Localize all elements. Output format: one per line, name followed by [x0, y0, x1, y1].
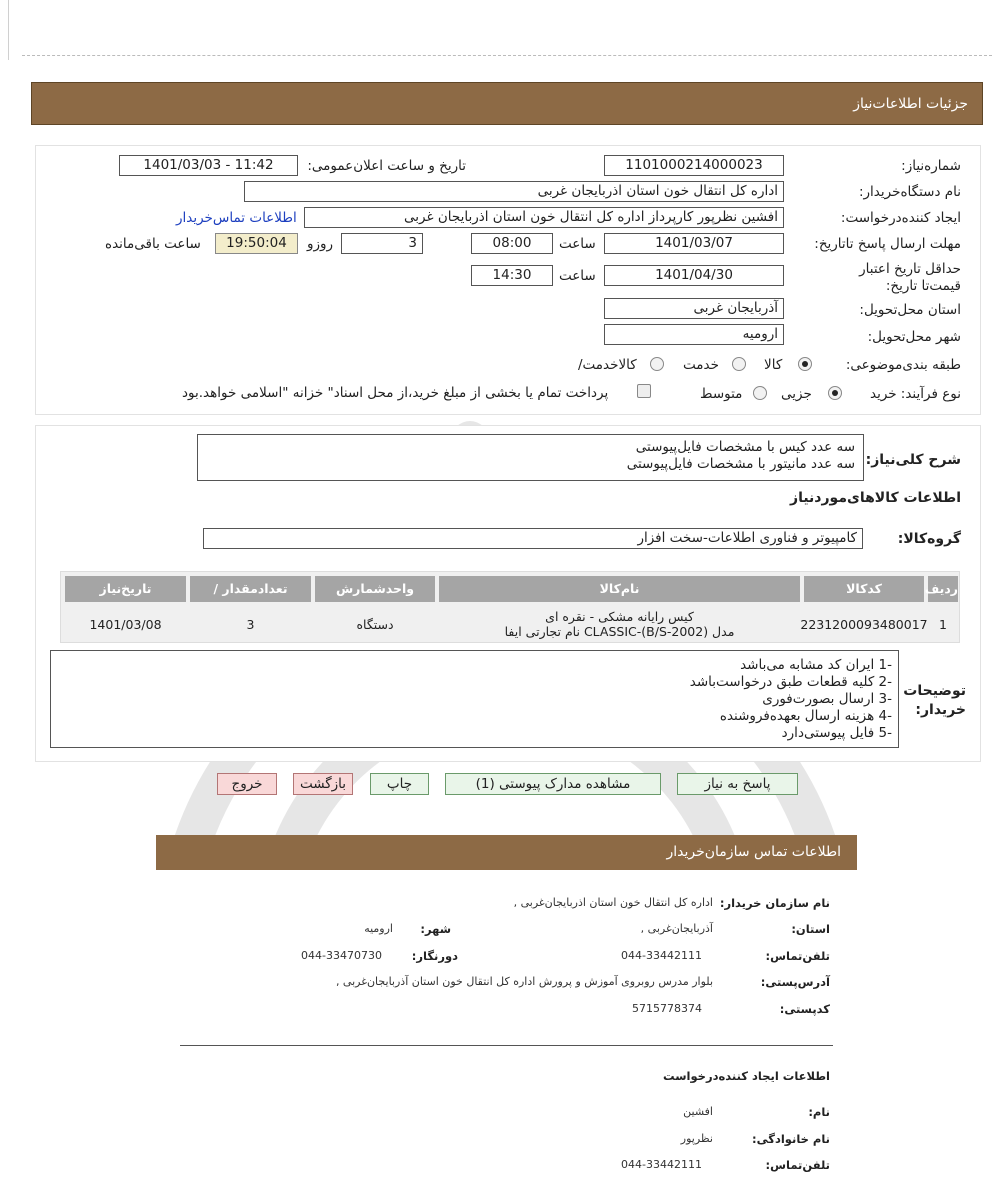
contact-phone-label: تلفن‌تماس: [765, 949, 830, 963]
table-cell-qty: 3 [246, 616, 255, 632]
category-goods-service-label: کالا‌خدمت/ [578, 357, 637, 373]
category-radio-goods-service[interactable] [650, 357, 664, 371]
exit-button[interactable]: خروج [217, 773, 277, 795]
table-header-code: کدکالا [804, 576, 924, 602]
summary-line-1: سه عدد کیس با مشخصات فایل‌پیوستی [635, 439, 855, 455]
table-header-date: تاریخ‌نیاز [65, 576, 186, 602]
category-service-label: خدمت [683, 357, 719, 373]
process-radio-minor[interactable] [828, 386, 842, 400]
buyer-note-line-3: -3 ارسال بصورت‌فوری [762, 691, 892, 707]
need-number-field: 1101000214000023 [604, 155, 784, 176]
creator-phone-value: 044-33442111 [621, 1158, 702, 1171]
creator-family-label: نام خانوادگی: [752, 1132, 830, 1146]
contact-org-value: اداره کل انتقال خون استان اذربایجان‌غربی , [513, 896, 713, 909]
contact-province-value: آذربایجان‌غربی , [640, 922, 713, 935]
goods-info-title: اطلاعات کالاهای‌موردنیاز [790, 490, 961, 506]
buyer-org-label: نام دستگاه‌خریدار: [858, 184, 961, 200]
goods-group-label: گروه‌کالا: [897, 531, 961, 547]
contact-phone-value: 044-33442111 [621, 949, 702, 962]
table-header-row-number: ردیف [928, 576, 958, 602]
process-buy-label: خرید [870, 386, 897, 402]
view-attachments-button[interactable]: مشاهده مدارک پیوستی (1) [445, 773, 661, 795]
print-button[interactable]: چاپ [370, 773, 429, 795]
contact-province-label: استان: [791, 922, 830, 936]
buyer-note-line-2: -2 کلیه قطعات طبق درخواست‌باشد [689, 674, 892, 690]
creator-name-value: افشین [683, 1105, 713, 1118]
category-label: طبقه بندی‌موضوعی: [845, 357, 961, 373]
contact-fax-label: دورنگار: [411, 949, 458, 963]
need-number-label: شماره‌نیاز: [901, 158, 961, 174]
table-cell-row-number: 1 [939, 616, 947, 632]
item-name-line-2: مدل CLASSIC-(B/S-2002) نام تجارتی ایفا [504, 624, 735, 639]
announce-label: تاریخ و ساعت اعلان‌عمومی: [307, 158, 466, 174]
remaining-time-display: 19:50:04 [215, 233, 298, 254]
validity-time-field: 14:30 [471, 265, 553, 286]
announce-datetime-field: 1401/03/03 - 11:42 [119, 155, 298, 176]
goods-table [60, 571, 960, 643]
buyer-notes-box [50, 650, 899, 748]
days-label: روزو [307, 236, 334, 252]
deadline-time-field: 08:00 [471, 233, 553, 254]
table-cell-unit: دستگاه [356, 616, 394, 632]
contact-fax-value: 044-33470730 [301, 949, 382, 962]
back-button[interactable]: بازگشت [293, 773, 353, 795]
province-field: آذربایجان غربی [604, 298, 784, 319]
creator-info-title: اطلاعات ایجاد کننده‌درخواست [663, 1069, 830, 1083]
days-field: 3 [341, 233, 423, 254]
deadline-label: مهلت ارسال پاسخ تا‌تاریخ: [814, 236, 961, 252]
table-cell-code: 2231200093480017 [800, 616, 928, 632]
buyer-note-line-4: -4 هزینه ارسال بعهده‌فروشنده [719, 708, 892, 724]
category-goods-label: کالا [764, 357, 783, 373]
page-edge-line [8, 0, 9, 60]
province-label: استان محل‌تحویل: [859, 302, 961, 318]
creator-label: ایجاد کننده‌درخواست: [840, 210, 961, 226]
contact-city-value: ارومیه [364, 922, 393, 935]
buyer-note-line-5: -5 فایل پیوستی‌دارد [781, 725, 892, 741]
contact-divider [180, 1045, 833, 1046]
table-header-unit: واحدشمارش [315, 576, 435, 602]
treasury-payment-checkbox[interactable] [637, 384, 651, 398]
summary-label: شرح کلی‌نیاز: [865, 452, 961, 468]
buyer-org-field: اداره کل انتقال خون استان اذربایجان غربی [244, 181, 784, 202]
city-field: ارومیه [604, 324, 784, 345]
process-minor-label: جزیی [781, 386, 812, 402]
contact-address-label: آدرس‌پستی: [760, 975, 830, 989]
table-cell-date: 1401/03/08 [89, 616, 162, 632]
table-header-qty: تعدادمقدار / [190, 576, 311, 602]
buyer-notes-label: توضیحات خریدار: [903, 683, 966, 718]
remaining-label: ساعت باقی‌مانده [105, 236, 201, 252]
table-cell-name [439, 608, 800, 640]
buyer-contact-link[interactable]: اطلاعات تماس‌خریدار [176, 210, 297, 226]
top-dotted-divider [22, 55, 992, 56]
table-header-name: نام‌کالا [439, 576, 800, 602]
deadline-date-field: 1401/03/07 [604, 233, 784, 254]
process-radio-medium[interactable] [753, 386, 767, 400]
creator-family-value: نظرپور [680, 1132, 713, 1145]
category-radio-goods[interactable] [798, 357, 812, 371]
buyer-contact-header [156, 835, 857, 870]
creator-phone-label: تلفن‌تماس: [765, 1158, 830, 1172]
category-radio-service[interactable] [732, 357, 746, 371]
validity-label: حداقل تاریخ اعتبار قیمت‌تا تاریخ: [859, 261, 961, 294]
validity-date-field: 1401/04/30 [604, 265, 784, 286]
contact-address-value: بلوار مدرس روبروی آموزش و پرورش اداره کل انتقال خون استان آذربایجان‌غربی , [335, 975, 713, 988]
treasury-payment-note: پرداخت تمام یا بخشی از مبلغ خرید،از محل اسناد" خزانه "اسلامی خواهد.بود [182, 385, 609, 401]
validity-time-label: ساعت [559, 268, 596, 284]
item-name-line-1: کیس رایانه مشکی - نقره ای [545, 609, 694, 624]
creator-field: افشین نظرپور کارپرداز اداره کل انتقال خون استان اذربایجان غربی [304, 207, 784, 228]
goods-group-field: کامپیوتر و فناوری اطلاعات-سخت افزار [203, 528, 863, 549]
deadline-time-label: ساعت [559, 236, 596, 252]
contact-postal-label: کد‌پستی: [779, 1002, 830, 1016]
page-header-bar [31, 82, 983, 125]
process-label: نوع فرآیند: [900, 386, 961, 402]
contact-city-label: شهر: [420, 922, 451, 936]
city-label: شهر محل‌تحویل: [867, 329, 961, 345]
contact-postal-value: 5715778374 [632, 1002, 702, 1015]
reply-button[interactable]: پاسخ به نیاز [677, 773, 798, 795]
buyer-contact-title: اطلاعات تماس سازمان‌خریدار [666, 844, 841, 860]
process-medium-label: متوسط [700, 386, 743, 402]
page-header-title: جزئیات اطلاعات‌نیاز [853, 96, 968, 112]
creator-name-label: نام: [808, 1105, 830, 1119]
summary-line-2: سه عدد مانیتور با مشخصات فایل‌پیوستی [626, 456, 855, 472]
buyer-note-line-1: -1 ایران کد مشابه می‌باشد [740, 657, 892, 673]
summary-box [197, 434, 864, 481]
contact-org-label: نام سازمان‌ خریدار: [719, 896, 830, 910]
